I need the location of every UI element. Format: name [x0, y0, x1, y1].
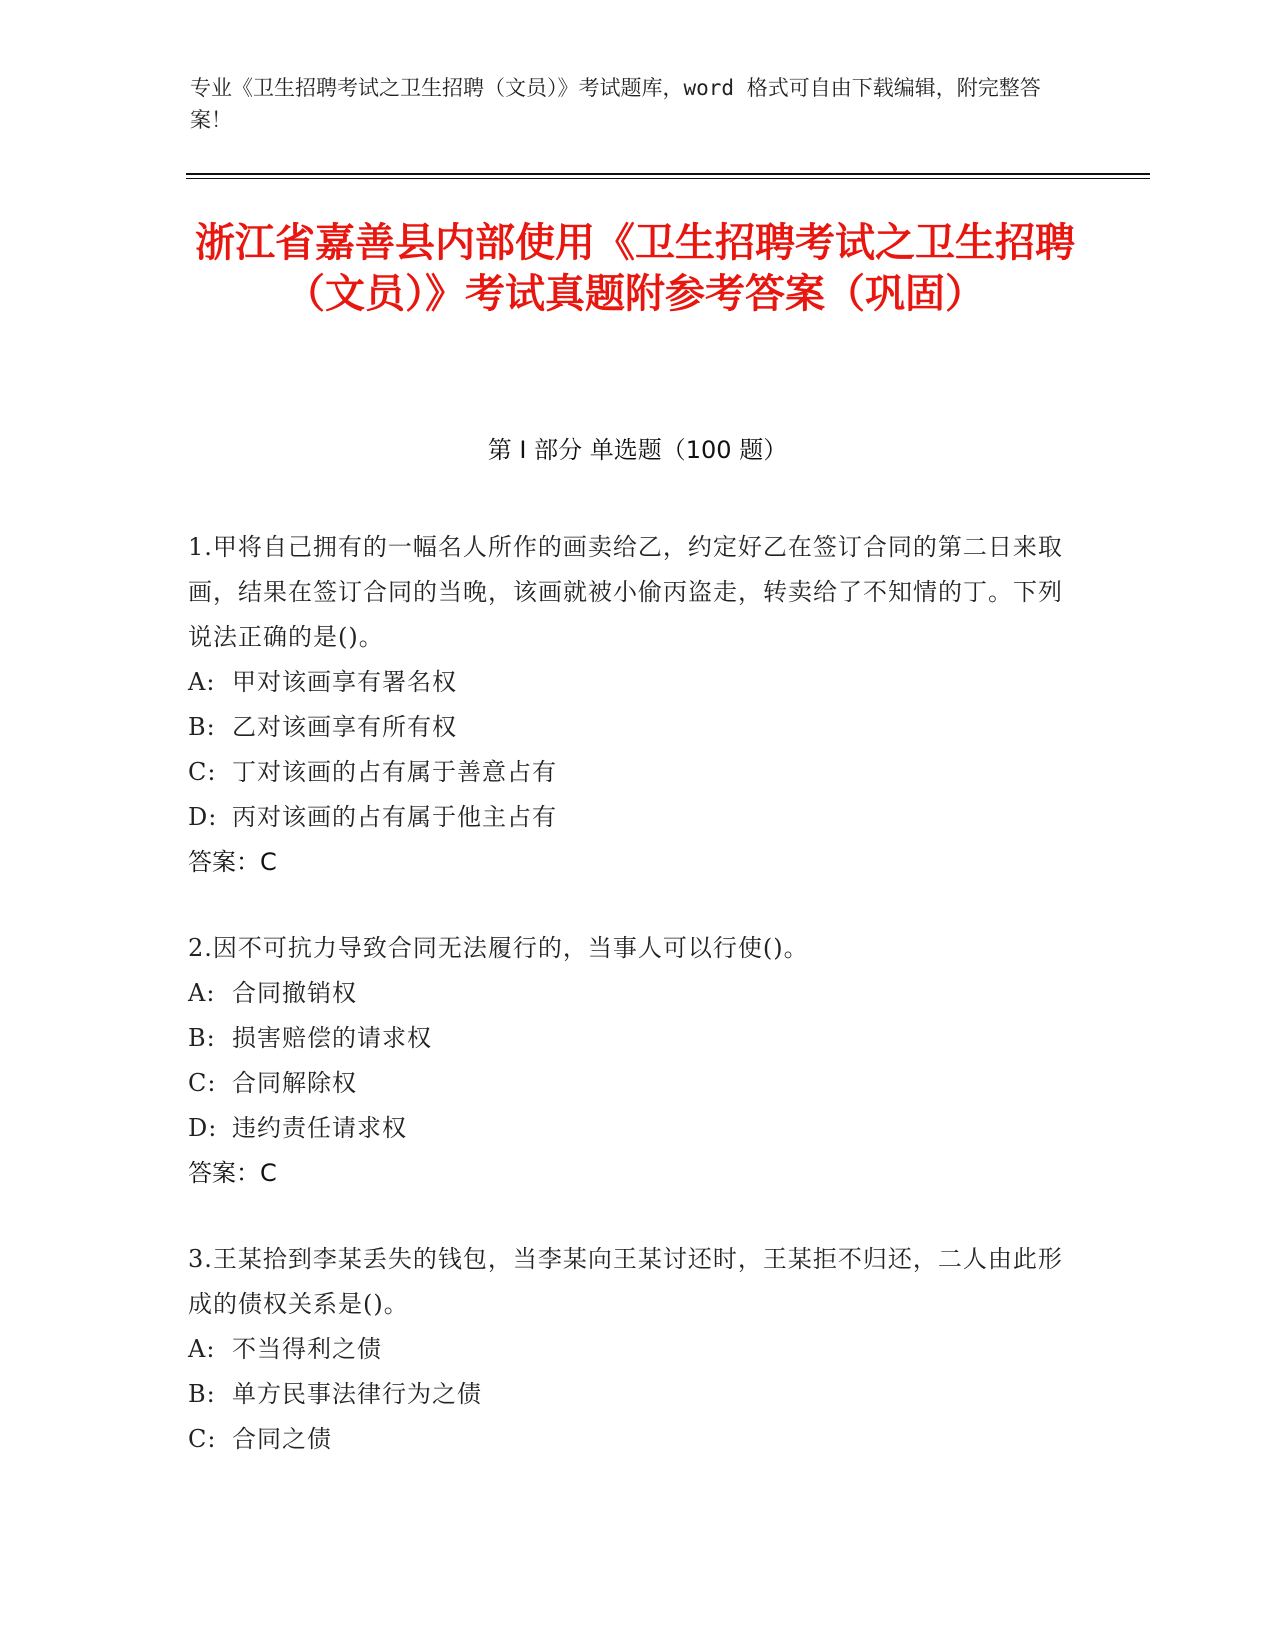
option-text: 丙对该画的占有属于他主占有 — [232, 803, 557, 831]
option-key: A: — [188, 668, 216, 696]
document-title: 浙江省嘉善县内部使用《卫生招聘考试之卫生招聘（文员）》考试真题附参考答案（巩固） — [195, 220, 1075, 317]
answer-line: 答案：C — [188, 848, 277, 876]
option-key: A: — [188, 979, 216, 1007]
option-b — [188, 1372, 1068, 1417]
option-text: 合同撤销权 — [232, 979, 357, 1007]
option-a — [188, 971, 1068, 1016]
option-key: C: — [188, 1425, 217, 1453]
option-key: B: — [188, 1024, 216, 1052]
question-stem: 3.王某拾到李某丢失的钱包，当李某向王某讨还时，王某拒不归还，二人由此形成的债权关系是()。 — [188, 1245, 1063, 1318]
option-key: B: — [188, 713, 216, 741]
option-text: 合同解除权 — [232, 1069, 357, 1097]
option-text: 丁对该画的占有属于善意占有 — [232, 758, 557, 786]
question-list — [188, 525, 1068, 1503]
header-note: 专业《卫生招聘考试之卫生招聘（文员）》考试题库，word 格式可自由下载编辑，附完整答案！ — [190, 76, 1041, 132]
option-b — [188, 705, 1068, 750]
section-heading: 第 I 部分 单选题（100 题） — [487, 436, 788, 464]
option-text: 损害赔偿的请求权 — [232, 1024, 432, 1052]
option-key: D: — [188, 803, 218, 831]
option-key: A: — [188, 1335, 216, 1363]
question-3 — [188, 1237, 1068, 1462]
option-text: 乙对该画享有所有权 — [232, 713, 457, 741]
option-d — [188, 795, 1068, 840]
option-a — [188, 660, 1068, 705]
question-1 — [188, 525, 1068, 885]
option-key: C: — [188, 1069, 217, 1097]
question-2 — [188, 926, 1068, 1196]
option-c — [188, 750, 1068, 795]
answer-line: 答案：C — [188, 1159, 277, 1187]
option-d — [188, 1106, 1068, 1151]
option-text: 违约责任请求权 — [232, 1114, 407, 1142]
option-text: 不当得利之债 — [232, 1335, 382, 1363]
option-c — [188, 1061, 1068, 1106]
option-text: 合同之债 — [232, 1425, 332, 1453]
option-b — [188, 1016, 1068, 1061]
option-key: D: — [188, 1114, 218, 1142]
option-text: 单方民事法律行为之债 — [232, 1380, 482, 1408]
option-key: B: — [188, 1380, 216, 1408]
question-stem: 1.甲将自己拥有的一幅名人所作的画卖给乙，约定好乙在签订合同的第二日来取画，结果在签订合同的当晚，该画就被小偷丙盗走，转卖给了不知情的丁。下列说法正确的是()。 — [188, 533, 1063, 651]
header-divider-thick — [186, 173, 1150, 175]
option-c — [188, 1417, 1068, 1462]
option-key: C: — [188, 758, 217, 786]
header-divider-thin — [186, 178, 1150, 179]
option-text: 甲对该画享有署名权 — [232, 668, 457, 696]
question-stem: 2.因不可抗力导致合同无法履行的，当事人可以行使()。 — [188, 934, 809, 962]
option-a — [188, 1327, 1068, 1372]
